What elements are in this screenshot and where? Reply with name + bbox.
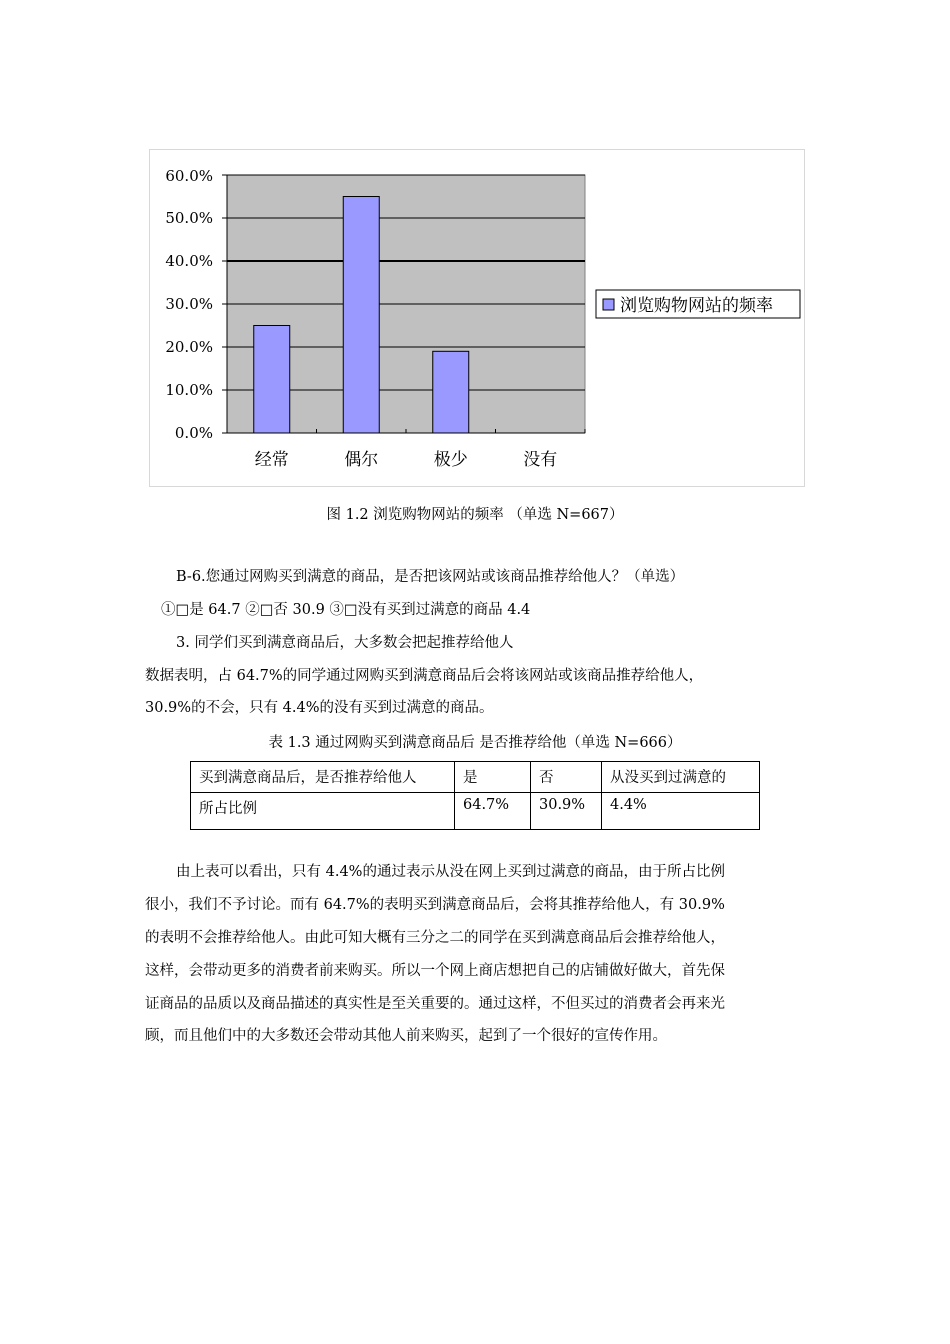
table-cell: 所占比例 [191,793,455,830]
x-category-label: 偶尔 [344,450,379,470]
bar [433,351,469,433]
table-row [191,762,760,793]
y-ticks [165,167,213,442]
table-cell: 是 [455,762,531,793]
x-labels [255,450,558,470]
table-row [191,793,760,830]
paragraph-line: 顾，而且他们中的大多数还会带动其他人前来购买，起到了一个很好的宣传作用。 [145,1028,667,1044]
table-cell: 4.4% [602,793,760,830]
y-tick-label: 30.0% [165,295,213,313]
question-options: ①□是 64.7 ②□否 30.9 ③□没有买到过满意的商品 4.4 [161,602,531,618]
y-tick-label: 60.0% [165,167,213,185]
paragraph-line: 这样，会带动更多的消费者前来购买。所以一个网上商店想把自己的店铺做好做大，首先保 [145,963,725,979]
paragraph-line: 的表明不会推荐给他人。由此可知大概有三分之二的同学在买到满意商品后会推荐给他人， [145,930,725,946]
table-cell: 买到满意商品后，是否推荐给他人 [191,762,455,793]
question-text: B-6.您通过网购买到满意的商品，是否把该网站或该商品推荐给他人？（单选） [176,569,685,585]
table-cell: 30.9% [531,793,602,830]
x-category-label: 经常 [254,450,289,470]
chart-svg [150,150,804,486]
x-category-label: 没有 [523,450,558,470]
section-heading: 3. 同学们买到满意商品后，大多数会把起推荐给他人 [176,635,514,651]
paragraph-line: 证商品的品质以及商品描述的真实性是至关重要的。通过这样，不但买过的消费者会再来光 [145,996,725,1012]
y-tick-label: 20.0% [165,338,213,356]
table-cell: 从没买到过满意的 [602,762,760,793]
bar-chart [149,149,805,487]
paragraph-line: 很小，我们不予讨论。而有 64.7%的表明买到满意商品后，会将其推荐给他人，有 30.9% [145,897,725,913]
paragraph-line: 30.9%的不会，只有 4.4%的没有买到过满意的商品。 [145,700,494,716]
table-cell: 64.7% [455,793,531,830]
y-tick-label: 0.0% [174,424,213,442]
figure-caption: 图 1.2 浏览购物网站的频率 （单选 N=667） [326,507,624,523]
legend-label: 浏览购物网站的频率 [620,296,773,316]
y-tick-label: 40.0% [165,252,213,270]
bar [254,326,290,434]
paragraph-line: 由上表可以看出，只有 4.4%的通过表示从没在网上买到过满意的商品，由于所占比例 [176,864,725,880]
table-caption: 表 1.3 通过网购买到满意商品后 是否推荐给他（单选 N=666） [268,735,682,751]
bar [343,197,379,434]
paragraph-line: 数据表明，占 64.7%的同学通过网购买到满意商品后会将该网站或该商品推荐给他人， [145,668,704,684]
y-tick-label: 10.0% [165,381,213,399]
recommend-table [190,761,760,830]
legend-swatch [603,299,614,310]
y-tick-label: 50.0% [165,209,213,227]
table-cell: 否 [531,762,602,793]
legend [596,290,800,318]
x-category-label: 极少 [433,450,468,470]
